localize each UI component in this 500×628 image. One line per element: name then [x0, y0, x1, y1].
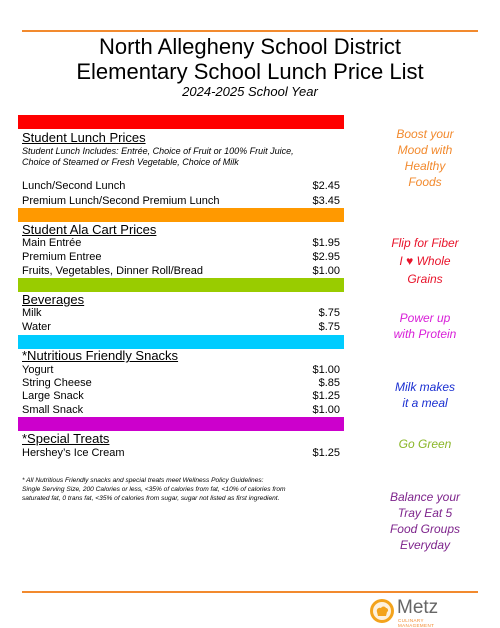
item-price: $3.45: [312, 195, 340, 207]
item-name: Large Snack: [22, 390, 84, 402]
slogan-word: I: [399, 254, 403, 268]
price-row-premium-entree: [22, 251, 340, 264]
item-name: Premium Entree: [22, 251, 102, 263]
footnote-line-2: Single Serving Size, 200 Calories or less, <35% of calories from fat, <10% of calories from: [22, 486, 286, 493]
slogan-line: Go Green: [398, 437, 452, 451]
item-price: $1.95: [312, 237, 340, 249]
slogan-line: Milk makes: [394, 380, 455, 394]
slogan-line: with Protein: [393, 327, 457, 341]
slogan-line: Flip for Fiber: [391, 236, 459, 250]
red-color-bar: [18, 115, 344, 129]
item-price: $1.00: [312, 404, 340, 416]
item-price: $.75: [318, 321, 340, 333]
slogan-line: Tray Eat 5: [397, 506, 453, 520]
item-name: Fruits, Vegetables, Dinner Roll/Bread: [22, 265, 203, 277]
price-row-string-cheese: [22, 377, 340, 390]
price-row-large-snack: [22, 390, 340, 403]
lunch-includes-note: [22, 146, 347, 168]
price-row-main-entree: [22, 237, 340, 250]
price-row-lunch: [22, 180, 340, 193]
logo-name: Metz: [397, 597, 439, 618]
slogan-boost-mood: [350, 126, 500, 190]
slogan-line: Healthy: [404, 159, 446, 173]
slogan-balance-tray: [350, 489, 500, 553]
item-name: String Cheese: [22, 377, 92, 389]
logo-tagline: CULINARY MANAGEMENT: [398, 618, 435, 628]
section-title-student-lunch: Student Lunch Prices: [22, 130, 146, 145]
wellness-footnote: [22, 476, 347, 503]
slogan-power-up: [350, 310, 500, 342]
price-row-small-snack: [22, 404, 340, 417]
price-row-milk: [22, 307, 340, 320]
chef-hat-icon: [370, 599, 394, 623]
title-line-1: North Allegheny School District: [98, 34, 402, 59]
item-price: $1.25: [312, 447, 340, 459]
top-divider: [22, 30, 478, 32]
item-name: Yogurt: [22, 364, 54, 376]
item-name: Small Snack: [22, 404, 84, 416]
item-name: Lunch/Second Lunch: [22, 180, 126, 192]
price-row-premium-lunch: [22, 195, 340, 208]
item-price: $2.95: [312, 251, 340, 263]
school-year-subtitle: 2024-2025 School Year: [182, 84, 318, 99]
slogan-line: Power up: [399, 311, 451, 325]
title-line-2: Elementary School Lunch Price List: [76, 59, 424, 84]
slogan-line: it a meal: [402, 396, 448, 410]
item-price: $1.00: [312, 265, 340, 277]
page-title: [0, 34, 500, 84]
section-title-snacks: *Nutritious Friendly Snacks: [22, 348, 179, 363]
item-name: Premium Lunch/Second Premium Lunch: [22, 195, 220, 207]
orange-color-bar: [18, 208, 344, 222]
item-price: $1.00: [312, 364, 340, 376]
lunch-includes-line-2: Choice of Steamed or Fresh Vegetable, Choice of Milk: [22, 157, 239, 167]
footnote-line-3: saturated fat, 0 trans fat, <35% of calories from sugar, sugar not listed as first ingredient.: [22, 495, 280, 502]
slogan-line: Foods: [408, 175, 442, 189]
item-name: Main Entrée: [22, 237, 82, 249]
section-title-beverages: Beverages: [22, 292, 85, 307]
item-price: $2.45: [312, 180, 340, 192]
item-name: Hershey’s Ice Cream: [22, 447, 125, 459]
slogan-go-green: [350, 436, 500, 452]
item-name: Water: [22, 321, 51, 333]
slogan-milk-makes-meal: [350, 379, 500, 411]
slogan-line: Balance your: [389, 490, 461, 504]
bottom-divider: [22, 591, 478, 593]
item-price: $.75: [318, 307, 340, 319]
item-price: $1.25: [312, 390, 340, 402]
section-title-ala-carte: Student Ala Cart Prices: [22, 222, 157, 237]
item-price: $.85: [318, 377, 340, 389]
section-title-special-treats: *Special Treats: [22, 431, 110, 446]
slogan-line: Food Groups: [389, 522, 461, 536]
heart-icon: ♥: [406, 254, 414, 268]
slogan-line: Mood with: [397, 143, 453, 157]
footnote-line-1: * All Nutritious Friendly snacks and special treats meet Wellness Policy Guidelines:: [22, 477, 264, 484]
price-row-ice-cream: [22, 447, 340, 460]
price-row-fruits-vegetables: [22, 265, 340, 278]
price-row-yogurt: [22, 364, 340, 377]
lunch-includes-line-1: Student Lunch Includes: Entrée, Choice of Fruit or 100% Fruit Juice,: [22, 146, 294, 156]
cyan-color-bar: [18, 335, 344, 349]
slogan-word: Whole: [416, 254, 451, 268]
slogan-line: Grains: [407, 272, 443, 286]
metz-logo: [370, 597, 460, 628]
lime-color-bar: [18, 278, 344, 292]
slogan-line: Boost your: [396, 127, 454, 141]
magenta-color-bar: [18, 417, 344, 431]
price-row-water: [22, 321, 340, 334]
item-name: Milk: [22, 307, 42, 319]
slogan-line: [350, 252, 500, 270]
slogan-flip-for-fiber: [350, 234, 500, 288]
slogan-line: Everyday: [399, 538, 451, 552]
